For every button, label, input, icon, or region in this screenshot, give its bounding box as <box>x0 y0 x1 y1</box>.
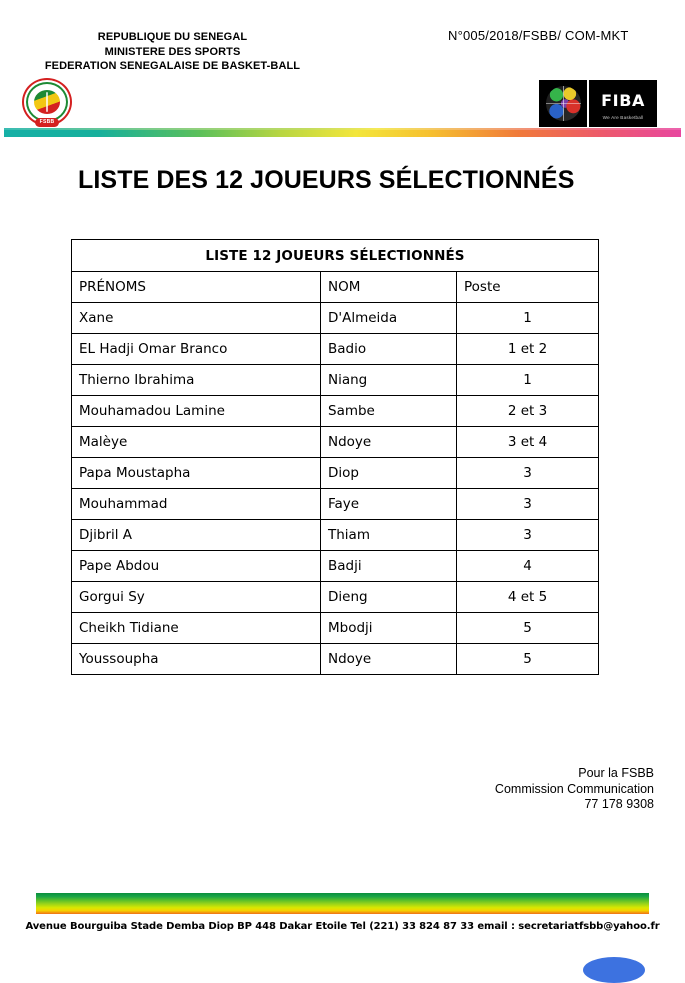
cell-poste: 4 et 5 <box>457 582 599 613</box>
logo-fsbb-label: FSBB <box>35 118 59 127</box>
cell-prenom: Xane <box>72 303 321 334</box>
footer-blue-shape <box>583 957 645 983</box>
table-row <box>72 427 599 458</box>
signature-line-phone: 77 178 9308 <box>584 797 654 811</box>
fiba-ball-panel <box>539 80 587 127</box>
cell-prenom: Thierno Ibrahima <box>72 365 321 396</box>
fiba-logo <box>539 80 657 127</box>
table-row <box>72 489 599 520</box>
cell-poste: 4 <box>457 551 599 582</box>
cell-prenom: EL Hadji Omar Branco <box>72 334 321 365</box>
cell-nom: Mbodji <box>321 613 457 644</box>
table-header-row <box>72 272 599 303</box>
cell-nom: Niang <box>321 365 457 396</box>
footer-address: Avenue Bourguiba Stade Demba Diop BP 448 Dakar Etoile Tel (221) 33 824 87 33 email : secretariatfsbb@yahoo.fr <box>25 921 660 932</box>
cell-prenom: Mouhammad <box>72 489 321 520</box>
cell-nom: Dieng <box>321 582 457 613</box>
document-header <box>0 0 685 128</box>
fiba-basketball-icon <box>546 86 581 121</box>
cell-nom: Badio <box>321 334 457 365</box>
signature-line-authority: Pour la FSBB <box>578 766 654 780</box>
logo-basketball-icon <box>34 90 60 114</box>
cell-nom: Sambe <box>321 396 457 427</box>
fiba-tagline: We Are Basketball <box>602 115 644 120</box>
table-row <box>72 582 599 613</box>
org-line-federation: FEDERATION SENEGALAISE DE BASKET-BALL <box>44 60 301 72</box>
table-caption-row <box>72 240 599 272</box>
cell-prenom: Djibril A <box>72 520 321 551</box>
header-rainbow-divider <box>4 130 681 137</box>
table-row <box>72 334 599 365</box>
cell-nom: Badji <box>321 551 457 582</box>
cell-poste: 1 <box>457 365 599 396</box>
cell-poste: 3 et 4 <box>457 427 599 458</box>
cell-nom: Ndoye <box>321 644 457 675</box>
page-title: LISTE DES 12 JOUEURS SÉLECTIONNÉS <box>78 166 575 194</box>
cell-poste: 5 <box>457 644 599 675</box>
selected-players-table <box>71 239 599 675</box>
footer-gradient-bar <box>36 893 649 914</box>
table-row <box>72 551 599 582</box>
cell-poste: 3 <box>457 489 599 520</box>
table-caption: LISTE 12 JOUEURS SÉLECTIONNÉS <box>72 240 599 272</box>
cell-poste: 1 <box>457 303 599 334</box>
cell-poste: 2 et 3 <box>457 396 599 427</box>
cell-nom: Thiam <box>321 520 457 551</box>
cell-poste: 3 <box>457 458 599 489</box>
signature-block <box>495 766 654 813</box>
org-line-ministry: MINISTERE DES SPORTS <box>104 45 241 58</box>
reference-number: N°005/2018/FSBB/ COM-MKT <box>448 28 629 43</box>
cell-nom: Ndoye <box>321 427 457 458</box>
cell-nom: Faye <box>321 489 457 520</box>
cell-prenom: Cheikh Tidiane <box>72 613 321 644</box>
signature-line-department: Commission Communication <box>494 781 654 796</box>
cell-prenom: Youssoupha <box>72 644 321 675</box>
table-row <box>72 613 599 644</box>
cell-prenom: Pape Abdou <box>72 551 321 582</box>
table-row <box>72 644 599 675</box>
cell-nom: Diop <box>321 458 457 489</box>
cell-poste: 5 <box>457 613 599 644</box>
fiba-wordmark: FIBA <box>601 91 646 110</box>
cell-prenom: Gorgui Sy <box>72 582 321 613</box>
table-row <box>72 396 599 427</box>
cell-prenom: Papa Moustapha <box>72 458 321 489</box>
organisation-heading <box>0 30 345 74</box>
cell-poste: 1 et 2 <box>457 334 599 365</box>
fiba-text-panel <box>589 80 657 127</box>
column-header-prenoms: PRÉNOMS <box>72 272 321 303</box>
column-header-poste: Poste <box>457 272 599 303</box>
cell-nom: D'Almeida <box>321 303 457 334</box>
table-body <box>72 303 599 675</box>
table-row <box>72 365 599 396</box>
cell-prenom: Mouhamadou Lamine <box>72 396 321 427</box>
column-header-nom: NOM <box>321 272 457 303</box>
fiba-ball-seam-horizontal <box>546 103 581 104</box>
senegal-federation-logo-icon <box>22 78 72 126</box>
cell-prenom: Malèye <box>72 427 321 458</box>
cell-poste: 3 <box>457 520 599 551</box>
table-row <box>72 303 599 334</box>
table-row <box>72 520 599 551</box>
table-row <box>72 458 599 489</box>
org-line-republic: REPUBLIQUE DU SENEGAL <box>97 31 248 43</box>
